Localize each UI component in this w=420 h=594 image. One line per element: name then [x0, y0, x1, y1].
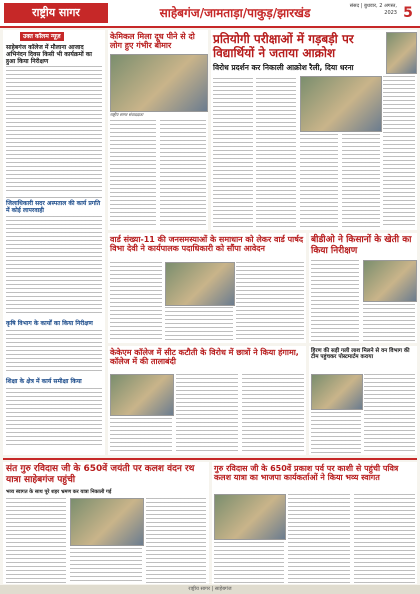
story-b-subhead: विरोध प्रदर्शन कर निकाली आक्रोश रैली, दिया धरना	[213, 63, 354, 72]
story-f-photo	[311, 374, 363, 410]
story-c-body-2	[165, 307, 233, 342]
divider	[6, 197, 102, 198]
story-g-headline: संत गुरु रविदास जी के 650वें जयंती पर कलश वंदन रथ यात्रा साहेबगंज पहुंची	[6, 464, 195, 485]
story-h-body-3	[354, 494, 415, 583]
story-e-photo	[110, 374, 174, 416]
story-b-body-5	[383, 76, 415, 228]
left-section-label: उक्त कॉलम न्यूज़	[20, 32, 64, 41]
story-h-photo	[214, 494, 286, 540]
story-b-headline: प्रतियोगी परीक्षाओं में गड़बड़ी पर विद्यार्थियों ने जताया आक्रोश	[213, 32, 354, 61]
story-e-body-1	[110, 418, 172, 454]
left-story1-headline: साहेबगंज कॉलेज में मौलाना आजाद अभिनंदन दिवस किसी भी कार्यक्रमों का हुआ किया निरीक्षण	[6, 44, 92, 65]
story-h-body-2	[288, 494, 350, 583]
story-c-body-1	[110, 262, 162, 342]
left-story1-body	[6, 66, 102, 194]
issue-date: संसद | बुधवार, 2 अगस्त, 2023	[349, 3, 397, 16]
left-story2-headline: जिलाधिकारी सदर अस्पताल की कार्य प्रगति में कोई लापरवाही	[6, 200, 101, 214]
story-c-body-3	[236, 262, 304, 342]
story-g-body-1	[6, 498, 66, 583]
paper-name: राष्ट्रीय सागर	[4, 3, 108, 23]
story-c-photo	[165, 262, 235, 306]
story-f-headline: हिरण की सड़ी गली लाश मिलने से वन विभाग की टीम पहुंचकर पोस्टमार्टम कराया	[311, 348, 410, 361]
left-story3-body	[6, 330, 102, 374]
story-b-photo-2	[300, 76, 382, 132]
page-number: 5	[403, 5, 413, 21]
story-e-headline: केकेएम कॉलेज में सीट कटौती के विरोध में छात्रों ने किया हंगामा, कॉलेज में की तालाबंदी	[110, 348, 299, 367]
story-g-photo	[70, 498, 144, 546]
story-a-photo	[110, 54, 208, 112]
story-e-body-3	[242, 374, 304, 454]
left-story2-body	[6, 216, 102, 316]
section-rule	[3, 458, 417, 460]
masthead	[0, 0, 420, 28]
story-a-headline: केमिकल मिला दूध पीने से दो लोग हुए गंभीर बीमार	[110, 32, 195, 51]
story-h-headline: गुरु रविदास जी के 650वें प्रकाश पर्व पर काशी से पहुंची पवित्र कलश यात्रा का भाजपा कार्यकर्ताओं ने किया भव्य स्वागत	[214, 464, 399, 483]
story-g-subhead: भव्य स्वागत के साथ पूरे शहर भ्रमण कर यात्रा निकाली गई	[6, 489, 112, 495]
story-a-body-2	[160, 120, 206, 228]
edition-title: साहेबगंज/जामताड़ा/पाकुड़/झारखंड	[159, 6, 311, 20]
story-f-body-2	[311, 412, 361, 454]
left-story4-headline: शिक्षा के क्षेत्र में कार्य समीक्षा किया	[6, 378, 82, 385]
story-a-byline: राष्ट्रीय सागर संवाददाता	[110, 112, 144, 117]
left-story4-body	[6, 388, 102, 448]
story-f-body-1	[364, 374, 415, 454]
story-d-body-2	[363, 304, 415, 342]
footer-text: राष्ट्रीय सागर | साहेबगंज	[188, 586, 232, 592]
story-d-photo	[363, 260, 417, 302]
story-e-body-2	[176, 374, 238, 454]
story-g-body-3	[146, 498, 206, 583]
story-c-headline: वार्ड संख्या-11 की जनसमस्याओं के समाधान को लेकर वार्ड पार्षद विभा देवी ने कार्यपालक पदाधिकारी को सौंपा आवेदन	[110, 235, 304, 254]
left-story3-headline: कृषि विभाग के कार्यों का किया निरीक्षण	[6, 320, 93, 327]
story-d-headline: बीडीओ ने किसानों के खेती का किया निरीक्षण	[311, 235, 412, 256]
story-b-body-4	[342, 134, 380, 228]
story-b-photo	[386, 32, 417, 74]
story-b-body-3	[300, 134, 338, 228]
story-b-body-2	[256, 78, 296, 228]
story-g-body-2	[70, 548, 142, 583]
story-a-body	[110, 120, 156, 228]
story-b-body-1	[213, 78, 253, 228]
story-h-body-1	[214, 542, 284, 583]
story-d-body-1	[311, 260, 359, 342]
